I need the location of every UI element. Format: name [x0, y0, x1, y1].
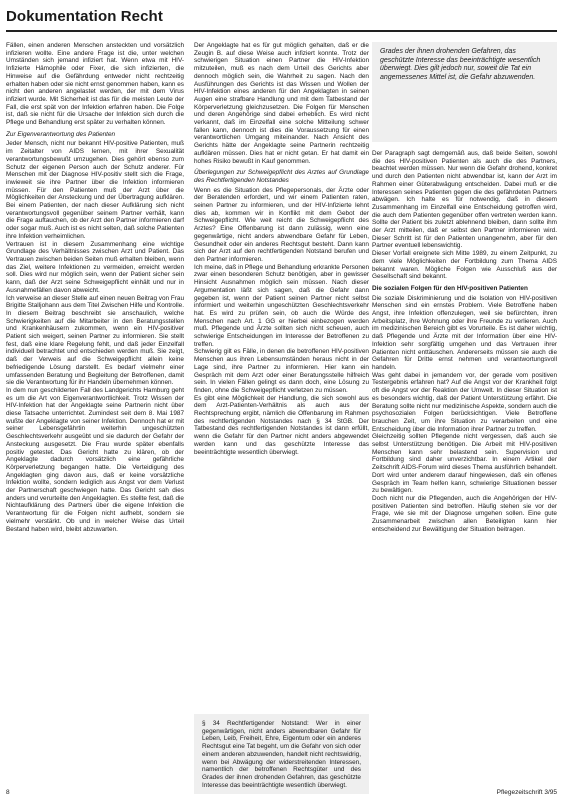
quote-box [372, 42, 557, 142]
paragraph: Es gibt eine Möglichkeit der Handlung, die sich sowohl aus dem Arzt-Patienten-Verhältnis als auch aus der Rechtsprechung ergibt, nämlich die Offenbarung im Rahmen des rechtfertigenden Notstandes nach § 34 StGB. Der Tatbestand des rechtfertigenden Notstandes ist dann erfüllt, wenn die Gefahr für den Partner nicht anders abgewendet werden kann und das geschützte Interesse das beeinträchtigte wesentlich überwiegt. [194, 394, 369, 456]
paragraph: Vertrauen ist in diesem Zusammenhang eine wichtige Grundlage des Verhältnisses zwischen Arzt und Patient. Das Vertrauen zwischen beiden Seiten muß erhalten bleiben, wenn das Ziel, weitere Infektionen zu vermeiden, erreicht werden soll. Dies wird nur möglich sein, wenn der Patient sicher sein kann, daß der Arzt seine Schweigepflicht einhält und nur in Ausnahmefällen davon abweicht. [6, 240, 184, 294]
subheading: Überlegungen zur Schweigepflicht des Arztes auf Grundlage des Rechtfertigenden Notstandes [194, 169, 369, 184]
paragraph: Gleichzeitig sollten Pflegende nicht vergessen, daß auch sie selbst Unterstützung benötigen. Die Arbeit mit HIV-positiven Menschen kann sehr belastend sein. Supervision und Fortbildung sind daher unverzichtbar. In einem Artikel der Zeitschrift AIDS-Forum wird dieses Thema ausführlich behandelt. Dort wird unter anderem darauf hingewiesen, daß ein offenes Gespräch im Team helfen kann, schwierige Situationen besser zu bewältigen. [372, 433, 557, 495]
column-1 [6, 42, 184, 782]
journal-name: Pflegezeitschrift 3/95 [496, 789, 557, 796]
paragraph: Jeder Mensch, nicht nur bekannt HIV-positive Patienten, muß im Zeitalter von AIDS lernen, mit ihrer Sexualität verantwortungsbewußt umzugehen. Dies gehört ebenso zum Schutz der eigenen Person auch der Schutz anderer. Für Menschen mit der Diagnose HIV-positiv stellt sich die Frage, inwieweit sie ihre Partner über die Infektion informieren müssen. Für den Patienten muß der Arzt über die Möglichkeiten der Ansteckung und der Übertragung aufklären. Bei einem Patienten, der nach dieser Aufklärung sich nicht verantwortungsvoll gegenüber seinem Partner verhält, kann die Frage auftauchen, ob der Arzt den Partner informieren darf oder sogar muß. Auch ist es nicht selten, daß solche Patienten ihre Infektion verheimlichen. [6, 140, 184, 240]
paragraph: Der Paragraph sagt demgemäß aus, daß beide Seiten, sowohl die des HIV-positiven Patienten als auch die des Partners, beachtet werden müssen. Nur wenn die Gefahr drohend, konkret und durch den Patienten nicht abwendbar ist, kann der Arzt im Rahmen einer Güterabwägung entscheiden. Dabei muß er die Interessen seines Patienten gegen die des gefährdeten Partners abwägen. Ich halte es für notwendig, daß in diesem Zusammenhang im Einzelfall eine Entscheidung getroffen wird, die auch dem Patienten gegenüber offen vertreten werden kann. Sollte der Patient bis zuletzt ablehnend bleiben, dann sollte ihm der Arzt mitteilen, daß er selbst den Partner informieren wird. Dieser Schritt ist für den Patienten unangenehm, aber für den Partner eventuell lebenswichtig. [372, 150, 557, 250]
paragraph: Der Angeklagte hat es für gut möglich gehalten, daß er die Zeugin B. auf diese Weise auch infiziert konnte. Trotz der schwierigen Situation einen Partner die HIV-Infektion mitzuteilen, muß es nach dem Urteil des Gerichts aber dennoch möglich sein, die Wahrheit zu sagen. Nach den Ausführungen des Gerichts ist das Wissen und Wollen der HIV-Infektion eines anderen für den Angeklagten in seinen Augen eine strafbare Handlung und mit dem Tatbestand der Körperverletzung gleichzusetzen. Die Folgen für Menschen und deren Angehörige sind dabei erheblich. Es wird nicht verkannt, daß im Einzelfall eine solche Mitteilung schwer fallen kann, dennoch ist dies die Voraussetzung für einen verantwortlichen Umgang miteinander. Nach Ansicht des Gerichts hätte der Angeklagte seine Partnerin rechtzeitig aufklären müssen. Dies hat er nicht getan. Er hat damit ein hohes Risiko bewußt in Kauf genommen. [194, 42, 369, 165]
footnote-text: § 34 Rechtfertigender Notstand: Wer in einer gegenwärtigen, nicht anders abwendbaren Gefahr für Leben, Leib, Freiheit, Ehre, Eigentum oder ein anderes Rechtsgut eine Tat begeht, um die Gefahr von sich oder einem anderen abzuwenden, handelt nicht rechtswidrig, wenn bei Abwägung der widerstreitenden Interessen, namentlich der betroffenen Rechtsgüter und des Grades der ihnen drohenden Gefahren, das geschützte Interesse das beeinträchtigte wesentlich überwiegt. [202, 720, 361, 789]
paragraph: Dieser Vorfall ereignete sich Mitte 1989, zu einem Zeitpunkt, zu dem viele Möglichkeiten der Fortbildung zum Thema AIDS bekannt waren. Mögliche Folgen wie Ausschluß aus der Gesellschaft sind bekannt. [372, 250, 557, 281]
paragraph: Schwierig gilt es Fälle, in denen die betroffenen HIV-positiven Menschen aus ihren Lebensumständen heraus nicht in der Lage sind, ihre Partner zu informieren. Hier kann ein Gespräch mit dem Arzt oder einer Beratungsstelle hilfreich sein. In vielen Fällen gelingt es dann doch, eine Lösung zu finden, ohne die Schweigepflicht verletzen zu müssen. [194, 348, 369, 394]
header-rule [6, 30, 557, 32]
paragraph: Ich meine, daß in Pflege und Behandlung erkrankte Personen zwar einen besonderen Schutz benötigen, aber in gewisser Hinsicht Ausnahmen möglich sein müssen. Nach dieser Argumentation läßt sich sagen, daß die Gefahr dann gegeben ist, wenn der Patient seinen Partner nicht selbst informiert und weiterhin ungeschützten Geschlechtsverkehr hat. Es wird zu prüfen sein, ob auch die Würde des Menschen nach Art. 1 GG er hierbei einbezogen werden muß. Pflegende und Ärzte sollten sich nicht scheuen, auch schwierige Entscheidungen im Interesse der Betroffenen zu treffen. [194, 263, 369, 348]
paragraph: Doch nicht nur die Pflegenden, auch die Angehörigen der HIV-positiven Patienten sind betroffen. Häufig stehen sie vor der Frage, wie sie mit der Diagnose umgehen sollen. Eine gute Zusammenarbeit zwischen allen Beteiligten kann hier entscheidend zur Bewältigung der Situation beitragen. [372, 494, 557, 533]
subheading: Die sozialen Folgen für den HIV-positiven Patienten [372, 284, 528, 292]
paragraph: Ich verweise an dieser Stelle auf einen neuen Beitrag von Frau Brigitte Stalljohann aus dem Titel Zwischen Hilfe und Kontrolle. In diesem Beitrag beschreibt sie anschaulich, welche Schwierigkeiten auf die Mitarbeiter in den Beratungsstellen und Krankenhäusern zukommen, wenn ein HIV-positiver Patient sich weigert, seinen Partner zu informieren. Sie stellt fest, daß eine klare Regelung fehlt, und daß jeder Einzelfall individuell betrachtet und entschieden werden muß. Sie zeigt, daß der Verweis auf die Schweigepflicht allein keine befriedigende Lösung darstellt. Es bedarf vielmehr einer umfassenden Beratung und Begleitung der Betroffenen, damit sie die Verantwortung für ihr Handeln übernehmen können. [6, 294, 184, 387]
page-footer [6, 789, 557, 801]
column-3 [372, 150, 557, 782]
paragraph: Wenn es die Situation des Pflegepersonals, der Ärzte oder der Beratenden erfordert, und wir einem Patienten raten, seinen Partner zu informieren, und der HIV-Infizierte lehnt dies ab, kommen wir in Konflikt mit dem Gebot der Schweigepflicht. Wie weit reicht die Schweigepflicht des Arztes? Eine Offenbarung ist dann zulässig, wenn eine gegenwärtige, nicht anders abwendbare Gefahr für Leben, Gesundheit oder ein anderes Rechtsgut besteht. Dann kann sich der Arzt auf den rechtfertigenden Notstand berufen und den Partner informieren. [194, 186, 369, 263]
subheading: Zur Eigenverantwortung des Patienten [6, 130, 116, 138]
page-number: 8 [6, 789, 10, 796]
page-header [0, 0, 563, 40]
paragraph: Fällen, einen anderen Menschen ansteckten und vorsätzlich infizieren wollte. Eine andere Frage ist die, unter welchen Umständen sich jemand infiziert hat. Wenn etwa mit HIV-Infizierte Hämophile oder Fixer, die sich infizierten, die Hinweise auf die Gefährdung entweder nicht rechtzeitig erhalten haben oder sie nicht ernst genommen haben, kann es nicht den anderen angelastet werden, der mit dem Virus infiziert wurde. Mit Sicherheit ist das für die meisten Leute der Fall, die erst spät von der Infektion erfahren haben. Die Folge ist, daß sie nicht für die Ursache der Infektion sich durch die Pflege und Behandlung erst später zu verhalten können. [6, 42, 184, 127]
paragraph: Was geht dabei in jemandem vor, der gerade vom positiven Testergebnis erfahren hat? Auf die Angst vor der Krankheit folgt oft die Angst vor der Reaktion der Umwelt. In dieser Situation ist es besonders wichtig, daß der Patient Unterstützung erfährt. Die Beratung sollte nicht nur medizinische Aspekte, sondern auch die psychosozialen Folgen berücksichtigen. Viele Betroffene brauchen Zeit, um ihre Situation zu verarbeiten und eine Entscheidung über die Information ihrer Partner zu treffen. [372, 371, 557, 433]
paragraph: Die soziale Diskriminierung und die Isolation von HIV-positiven Menschen sind ein ernstes Problem. Viele Betroffene haben Angst, ihre Infektion offenzulegen, weil sie befürchten, ihren Arbeitsplatz, ihre Wohnung oder ihre Freunde zu verlieren. Auch im medizinischen Bereich gibt es Vorurteile. Es ist daher wichtig, daß Pflegende und Ärzte mit der Information über eine HIV-Infektion sehr sorgfältig umgehen und das Vertrauen ihrer Patienten nicht enttäuschen. Andererseits müssen sie auch die Gefahren für Dritte ernst nehmen und verantwortungsvoll handeln. [372, 294, 557, 371]
legal-footnote-box [194, 714, 369, 794]
column-2 [194, 42, 369, 708]
section-title: Dokumentation Recht [6, 8, 163, 25]
quote-text: Grades der ihnen drohenden Gefahren, das geschützte Interesse das beeinträchtigte wesentlich überwiegt. Dies gilt jedoch nur, soweit die Tat ein angemessenes Mittel ist, die Gefahr abzuwenden. [380, 48, 541, 81]
paragraph: In dem nun geschilderten Fall des Landgerichts Hamburg geht es um die Art von Eigenverantwortlichkeit. Trotz Wissen der HIV-Infektion hat der Angeklagte seine Partnerin nicht über diese Tatsache unterrichtet. Zumindest seit dem 8. Mai 1987 wußte der Angeklagte von seiner Infektion. Dennoch hat er mit seiner Lebensgefährtin weiterhin ungeschützten Geschlechtsverkehr ausgeübt und sie dadurch der Gefahr der Ansteckung ausgesetzt. Die Frau wurde später ebenfalls positiv getestet. Das Gericht hatte zu klären, ob der Angeklagte dadurch vorsätzlich eine gefährliche Körperverletzung begangen hatte. Die Verteidigung des Angeklagten ging davon aus, daß er keine vorsätzliche Infektion wollte, sondern lediglich aus Angst vor dem Verlust der Partnerschaft geschwiegen hatte. Das Gericht sah dies anders und verurteilte den Angeklagten. Es stellte fest, daß die Nichtaufklärung des Partners über die eigene Infektion die Verantwortung für die Folgen nicht aufhebt, sondern sie vielmehr verstärkt. Ob und in welcher Weise das Urteil Bestand haben wird, bleibt abzuwarten. [6, 386, 184, 533]
